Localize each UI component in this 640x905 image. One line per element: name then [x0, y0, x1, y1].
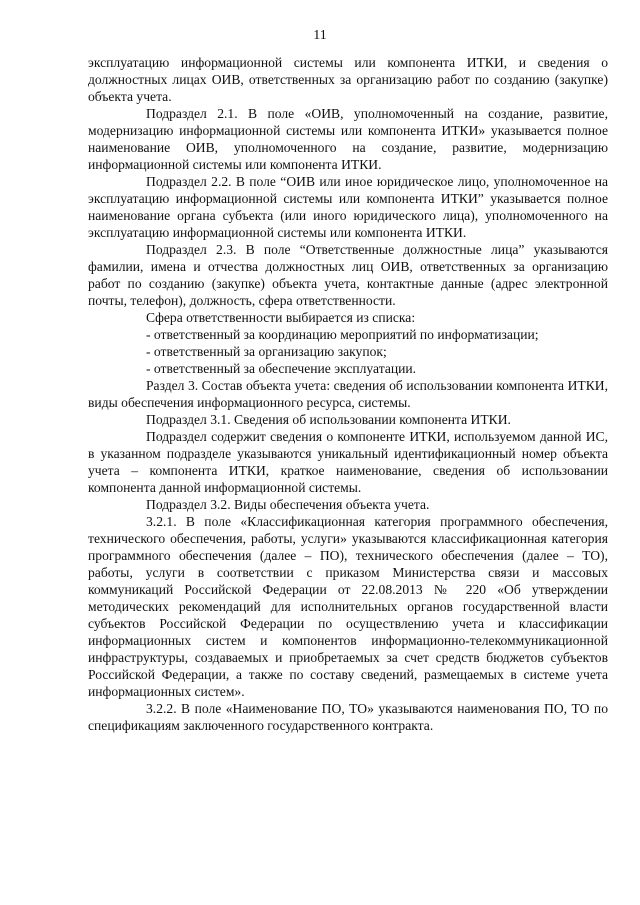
page-number: 11 — [313, 28, 327, 43]
paragraph-subsection-2-3: Подраздел 2.3. В поле “Ответственные должностные лица” указываются фамилии, имена и отчества должностных лиц ОИВ, ответственных за организацию работ по созданию (закупке) объекта учета, контактные данные (адрес электронной почты, телефон), должность, сфера ответственности. — [88, 242, 608, 308]
paragraph-subsection-2-2: Подраздел 2.2. В поле “ОИВ или иное юридическое лицо, уполномоченное на эксплуатацию информационной системы или компонента ИТКИ” указывается полное наименование органа субъекта (или иного юридического лица), уполномоченного на эксплуатацию информационной системы или компонента ИТКИ. — [88, 174, 608, 240]
paragraph-responsibility-intro: Сфера ответственности выбирается из списка: — [146, 310, 416, 325]
paragraph-subsection-2-1: Подраздел 2.1. В поле «ОИВ, уполномоченный на создание, развитие, модернизацию информационной системы или компонента ИТКИ» указывается полное наименование ОИВ, уполномоченного на создание, развитие, модернизацию информационной системы или компонента ИТКИ. — [88, 106, 608, 172]
list-item-coordination: - ответственный за координацию мероприятий по информатизации; — [146, 327, 539, 342]
paragraph-subsection-3-1-content: Подраздел содержит сведения о компоненте ИТКИ, используемом данной ИС, в указанном подразделе указываются уникальный идентификационный номер объекта учета – компонента ИТКИ, краткое наименование, сведения об использовании компонента данной информационной системы. — [88, 429, 608, 495]
paragraph-item-3-2-2: 3.2.2. В поле «Наименование ПО, ТО» указываются наименования ПО, ТО по спецификациям заключенного государственного контракта. — [88, 701, 608, 733]
document-body — [88, 54, 608, 734]
list-item-procurement: - ответственный за организацию закупок; — [146, 344, 387, 359]
list-item-operation: - ответственный за обеспечение эксплуатации. — [146, 361, 417, 376]
paragraph-continuation: эксплуатацию информационной системы или компонента ИТКИ, и сведения о должностных лицах ОИВ, ответственных за организацию работ по созданию (закупке) объекта учета. — [88, 55, 608, 104]
paragraph-item-3-2-1: 3.2.1. В поле «Классификационная категория программного обеспечения, технического обеспечения, работы, услуги» указываются классификационная категория программного обеспечения (далее – ПО), технического обеспечения (далее – ТО), работы, услуги в соответствии с приказом Министерства связи и массовых коммуникаций Российской Федерации от 22.08.2013 № 220 «Об утверждении методических рекомендаций для исполнительных органов государственной власти субъектов Российской Федерации по осуществлению учета и классификации информационных систем и компонентов информационно-телекоммуникационной инфраструктуры, создаваемых и приобретаемых за счет средств бюджетов субъектов Российской Федерации, а также по составу сведений, размещаемых в системе учета информационных систем». — [88, 514, 608, 699]
paragraph-subsection-3-2: Подраздел 3.2. Виды обеспечения объекта учета. — [146, 497, 430, 512]
paragraph-section-3: Раздел 3. Состав объекта учета: сведения об использовании компонента ИТКИ, виды обеспечения информационного ресурса, системы. — [88, 378, 608, 410]
paragraph-subsection-3-1: Подраздел 3.1. Сведения об использовании компонента ИТКИ. — [146, 412, 511, 427]
